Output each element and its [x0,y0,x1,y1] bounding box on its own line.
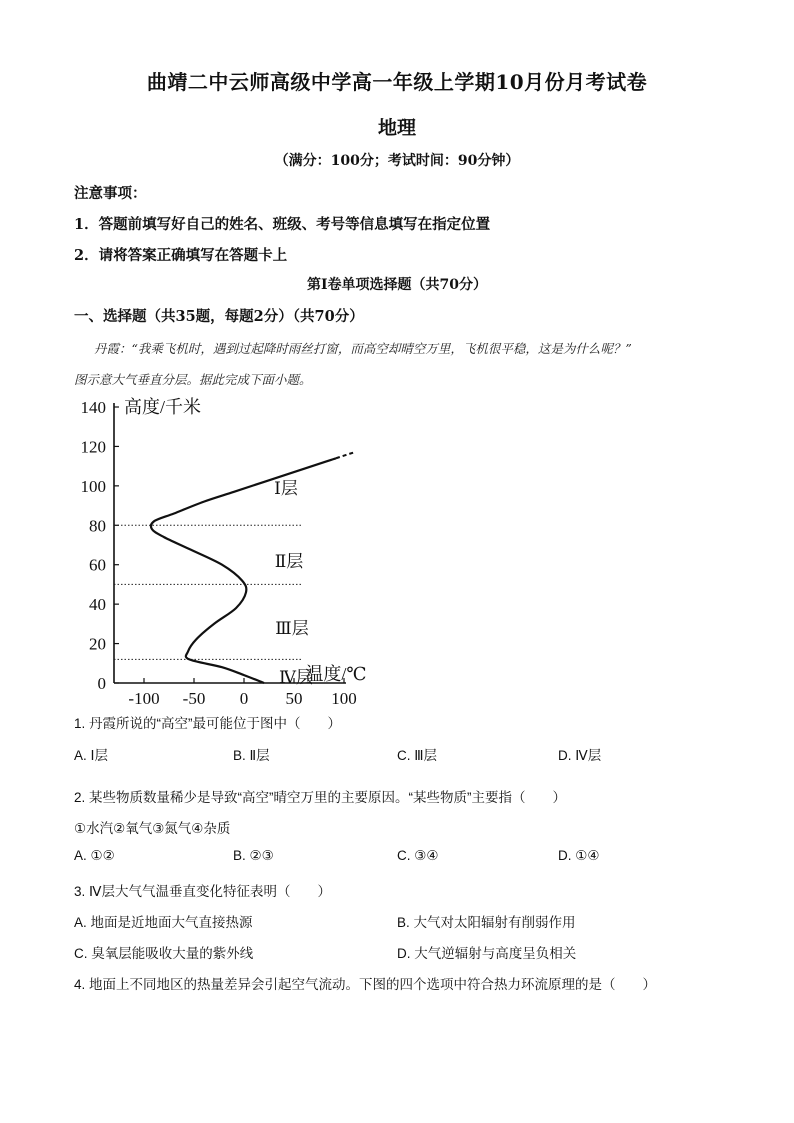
x-tick-label: -100 [128,689,160,708]
layer-label: Ⅲ层 [275,618,309,638]
y-tick-label: 0 [97,674,106,693]
notes-heading: 注意事项： [74,185,147,202]
intro-instruction: 图示意大气垂直分层。据此完成下面小题。 [74,372,312,387]
x-tick-label: 100 [331,689,357,708]
note-item-2: 2．请将答案正确填写在答题卡上 [74,247,288,264]
question-1-option-b[interactable]: B. Ⅱ层 [233,748,270,763]
question-3-option-a[interactable]: A. 地面是近地面大气直接热源 [74,915,253,930]
question-1-option-d[interactable]: D. Ⅳ层 [558,748,602,763]
question-3-stem: 3. Ⅳ层大气气温垂直变化特征表明（ ） [74,884,331,899]
question-1-option-a[interactable]: A. Ⅰ层 [74,748,108,763]
question-2-items: ①水汽②氧气③氮气④杂质 [74,821,231,836]
score-info: （满分：100分；考试时间：90分钟） [274,153,520,169]
y-tick-label: 40 [89,595,106,615]
section-title: 一、选择题（共35题，每题2分）（共70分） [74,308,364,325]
layer-label: Ⅳ层 [279,668,313,688]
question-2-stem: 2. 某些物质数量稀少是导致“高空”晴空万里的主要原因。“某些物质”主要指（ ） [74,790,566,805]
intro-quote: 丹霞：“我乘飞机时，遇到过起降时雨丝打窗，而高空却晴空万里，飞机很平稳，这是为什么呢？” [94,341,632,356]
question-2-option-a[interactable]: A. ①② [74,848,115,863]
temperature-curve [151,458,336,683]
question-3-option-c[interactable]: C. 臭氧层能吸收大量的紫外线 [74,946,254,961]
layer-label: Ⅰ层 [274,478,298,498]
subject-title: 地理 [377,117,416,139]
part-title: 第Ⅰ卷单项选择题（共70分） [306,277,488,293]
question-2-option-c[interactable]: C. ③④ [397,848,439,863]
layer-label: Ⅱ层 [274,551,304,571]
atmosphere-layers-chart [62,392,402,710]
note-item-1: 1．答题前填写好自己的姓名、班级、考号等信息填写在指定位置 [74,216,491,233]
question-3-option-b[interactable]: B. 大气对太阳辐射有削弱作用 [397,915,576,930]
x-tick-label: -50 [182,689,206,708]
question-2-option-d[interactable]: D. ①④ [558,848,600,863]
exam-title: 曲靖二中云师高级中学高一年级上学期10月份月考试卷 [146,70,648,94]
y-tick-label: 20 [89,634,106,654]
question-4-stem: 4. 地面上不同地区的热量差异会引起空气流动。下图的四个选项中符合热力环流原理的是（ ） [74,977,657,992]
y-tick-label: 60 [89,555,106,575]
y-tick-label: 100 [80,476,106,496]
question-1-stem: 1. 丹霞所说的“高空”最可能位于图中（ ） [74,716,342,731]
x-tick-label: 50 [285,689,303,708]
x-axis-label: 温度/℃ [305,664,367,684]
y-tick-label: 80 [89,516,106,536]
y-tick-label: 120 [80,437,106,457]
temperature-curve-extension [336,452,354,458]
y-axis-label: 高度/千米 [124,397,202,417]
y-tick-label: 140 [80,398,106,417]
question-2-option-b[interactable]: B. ②③ [233,848,274,863]
question-3-option-d[interactable]: D. 大气逆辐射与高度呈负相关 [397,946,577,961]
question-1-option-c[interactable]: C. Ⅲ层 [397,748,438,763]
x-tick-label: 0 [239,689,249,708]
